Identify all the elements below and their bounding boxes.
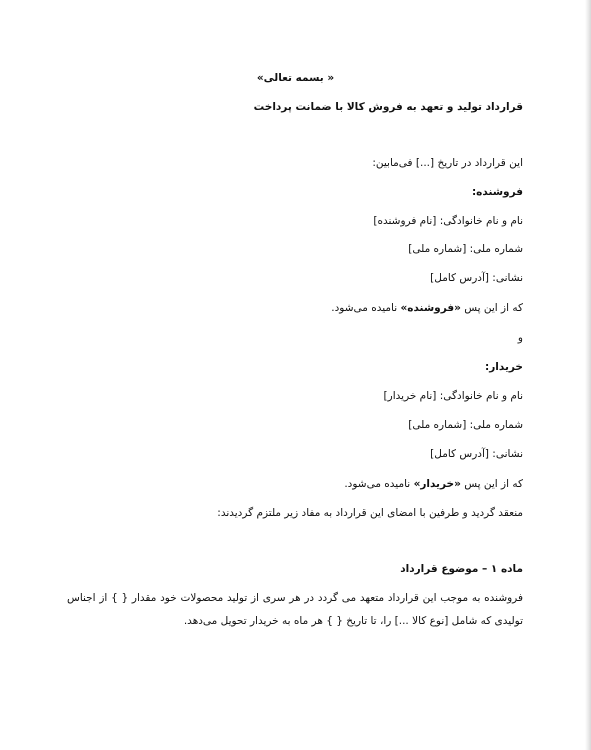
invocation-line: « بسمه تعالی» — [256, 72, 335, 84]
article1-body: فروشنده به موجب این قرارداد متعهد می گردد در هر سری از تولید محصولات خود مقدار { } از اجناس تولیدی که شامل [نوع کالا ...] را، تا تاریخ { } هر ماه به خریدار تحویل می‌دهد. — [67, 592, 523, 627]
seller-designation-after: نامیده می‌شود. — [331, 302, 401, 314]
conclusion-line: منعقد گردید و طرفین با امضای این قرارداد به مفاد زیر ملتزم گردیدند: — [217, 507, 523, 519]
buyer-name-line: نام و نام خانوادگی: [نام خریدار] — [383, 390, 523, 402]
page-edge-shadow — [585, 0, 591, 750]
seller-designation-term: «فروشنده» — [400, 302, 461, 314]
article1-heading: ماده ۱ – موضوع قرارداد — [400, 563, 523, 575]
seller-id-line: شماره ملی: [شماره ملی] — [408, 243, 523, 255]
buyer-id-line: شماره ملی: [شماره ملی] — [408, 419, 523, 431]
buyer-designation-before: که از این پس — [460, 478, 523, 490]
buyer-designation-line — [344, 477, 523, 491]
buyer-address-line: نشانی: [آدرس کامل] — [430, 448, 523, 460]
seller-name-line: نام و نام خانوادگی: [نام فروشنده] — [373, 215, 523, 227]
intro-line: این قرارداد در تاریخ [...] فی‌مابین: — [372, 157, 523, 169]
seller-address-line: نشانی: [آدرس کامل] — [430, 272, 523, 284]
seller-designation-before: که از این پس — [460, 302, 523, 314]
seller-heading: فروشنده: — [471, 186, 523, 198]
seller-designation-line — [331, 301, 523, 315]
document-title: قرارداد تولید و تعهد به فروش کالا با ضمانت پرداخت — [253, 101, 523, 113]
conjunction-line: و — [517, 332, 523, 344]
buyer-heading: خریدار: — [485, 361, 523, 373]
buyer-designation-term: «خریدار» — [413, 478, 461, 490]
buyer-designation-after: نامیده می‌شود. — [344, 478, 414, 490]
